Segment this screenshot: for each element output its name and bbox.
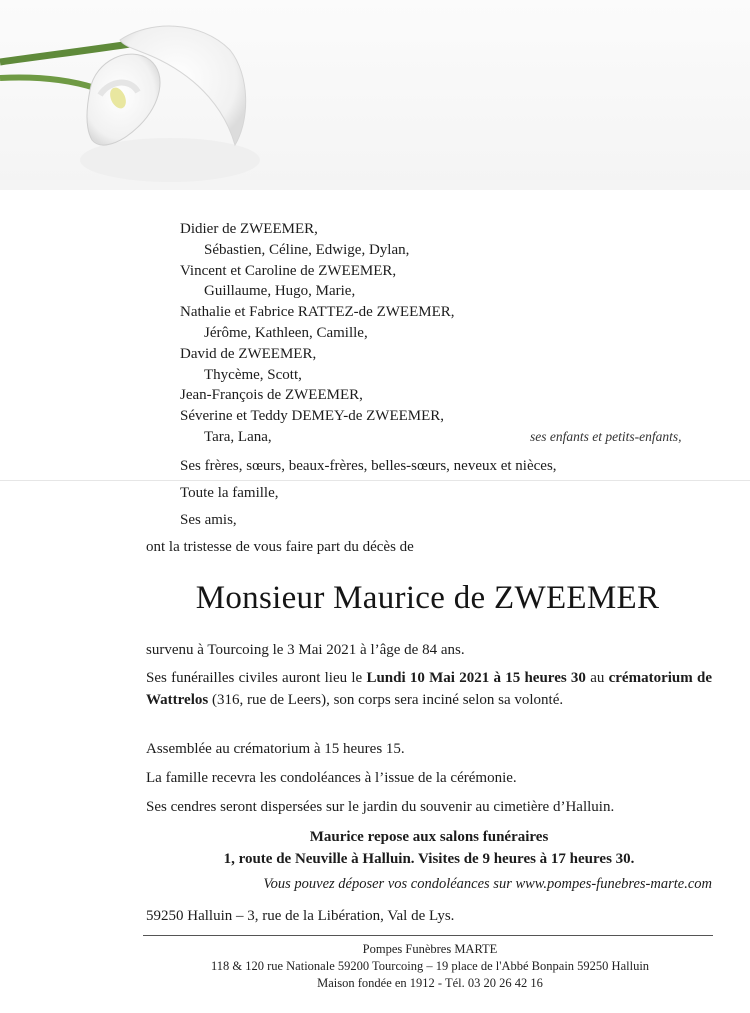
family-line: Tara, Lana, ses enfants et petits-enfants,	[180, 427, 720, 448]
whole-family-line: Toute la famille,	[180, 485, 279, 501]
address-line: 59250 Halluin – 3, rue de la Libération, Val de Lys.	[146, 908, 455, 924]
family-line: Thycème, Scott,	[204, 366, 302, 383]
company-name: Pompes Funèbres MARTE	[362, 942, 498, 956]
header-image-band	[0, 0, 750, 190]
family-list	[180, 219, 720, 448]
family-line: David de ZWEEMER,	[180, 345, 317, 362]
family-line: Sébastien, Céline, Edwige, Dylan,	[204, 241, 410, 258]
condolences-receive-line: La famille recevra les condoléances à l’issue de la cérémonie.	[146, 770, 517, 786]
repose-line: 1, route de Neuville à Halluin. Visites de 9 heures à 17 heures 30.	[223, 851, 635, 867]
family-note: ses enfants et petits-enfants,	[530, 428, 682, 444]
fold-line	[0, 480, 750, 481]
siblings-line: Ses frères, sœurs, beaux-frères, belles-sœurs, neveux et nièces,	[180, 458, 557, 474]
family-line: Jérôme, Kathleen, Camille,	[204, 324, 368, 341]
footer	[110, 941, 750, 992]
family-line: Vincent et Caroline de ZWEEMER,	[180, 262, 397, 279]
family-line: Séverine et Teddy DEMEY-de ZWEEMER,	[180, 408, 445, 425]
intro-line: ont la tristesse de vous faire part du décès de	[146, 539, 414, 555]
assembly-line: Assemblée au crématorium à 15 heures 15.	[146, 741, 405, 757]
friends-line: Ses amis,	[180, 512, 237, 528]
family-line: Guillaume, Hugo, Marie,	[204, 283, 356, 300]
family-line: Jean-François de ZWEEMER,	[180, 387, 363, 404]
company-founded: Maison fondée en 1912 - Tél. 03 20 26 42 16	[317, 976, 543, 990]
company-addresses: 118 & 120 rue Nationale 59200 Tourcoing – 19 place de l'Abbé Bonpain 59250 Halluin	[210, 959, 650, 973]
family-line: Didier de ZWEEMER,	[180, 221, 318, 237]
funeral-place: crématorium de Wattrelos	[146, 670, 712, 708]
family-line: Nathalie et Fabrice RATTEZ-de ZWEEMER,	[180, 304, 455, 321]
funeral-details: Ses funérailles civiles auront lieu le Lundi 10 Mai 2021 à 15 heures 30 au crématorium de Wattrelos (316, rue de Leers), son corps sera inciné selon sa volonté.	[146, 670, 712, 708]
ashes-line: Ses cendres seront dispersées sur le jardin du souvenir au cimetière d’Halluin.	[146, 799, 615, 815]
online-condolences: Vous pouvez déposer vos condoléances sur www.pompes-funebres-marte.com	[263, 876, 712, 892]
repose-info	[146, 826, 712, 870]
footer-divider	[143, 935, 713, 936]
funeral-date: Lundi 10 Mai 2021 à 15 heures 30	[366, 670, 586, 686]
repose-line: Maurice repose aux salons funéraires	[309, 829, 549, 845]
calla-lily-image	[0, 0, 280, 190]
deceased-name: Monsieur Maurice de ZWEEMER	[195, 580, 660, 616]
death-details: survenu à Tourcoing le 3 Mai 2021 à l’âge de 84 ans.	[146, 642, 465, 658]
